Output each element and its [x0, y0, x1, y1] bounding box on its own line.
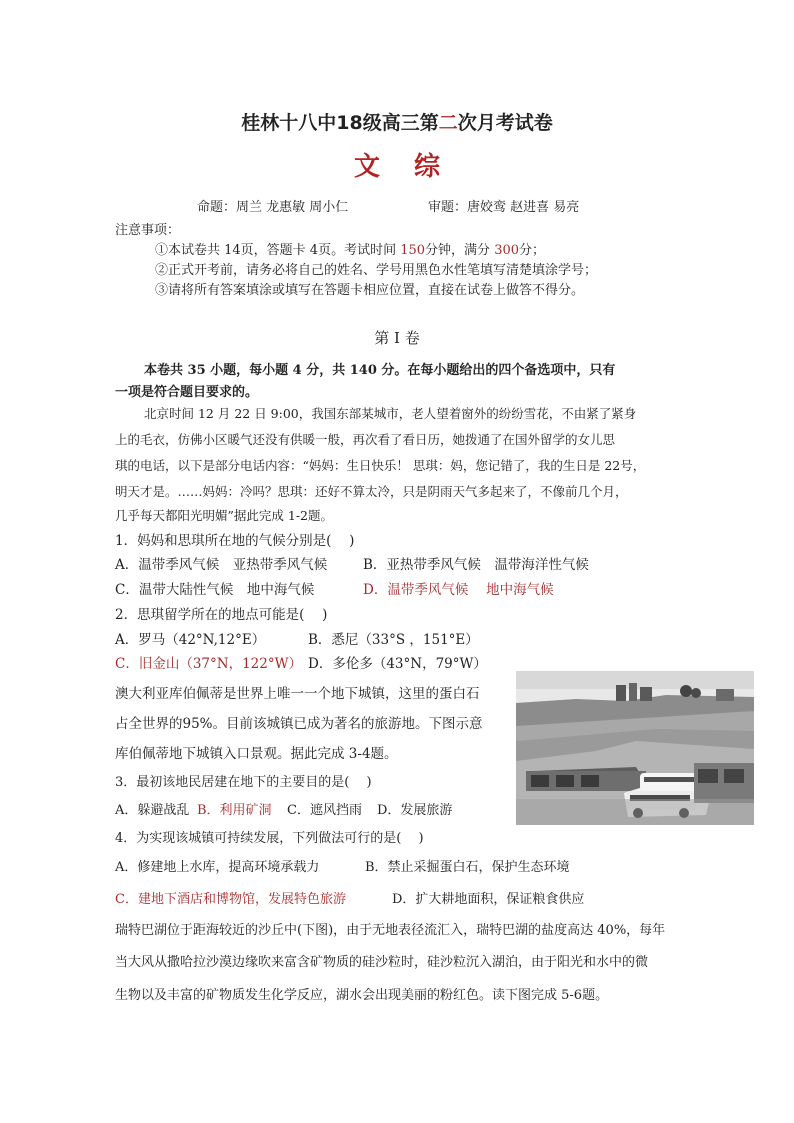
passage3-line-3: 生物以及丰富的矿物质发生化学反应，湖水会出现美丽的粉红色。读下图完成 5-6题。 — [115, 988, 609, 1003]
note-1-text-3: 分； — [519, 243, 546, 258]
question-3-stem: 3．最初该地民居建在地下的主要目的是( ) — [115, 775, 372, 790]
town-entrance-photo — [516, 671, 754, 825]
question-4-option-c: C．建地下酒店和博物馆，发展特色旅游 — [115, 892, 346, 907]
passage1-line-3: 琪的电话，以下是部分电话内容：“妈妈：生日快乐！ 思琪：妈，您记错了，我的生日是 22号， — [115, 458, 646, 473]
passage2-line-1: 澳大利亚库伯佩蒂是世界上唯一一个地下城镇，这里的蛋白石 — [115, 686, 480, 702]
section-intro-line-1: 本卷共 35 小题，每小题 4 分，共 140 分。在每小题给出的四个备选项中，只有 — [144, 363, 616, 378]
town-entrance-photo-graphic — [516, 671, 754, 825]
note-1-text: ①本试卷共 14页，答题卡 4页。考试时间 — [155, 243, 401, 258]
note-1 — [155, 239, 545, 258]
passage1-line-1: 北京时间 12 月 22 日 9:00，我国东部某城市，老人望着窗外的纷纷雪花，不由紧了紧身 — [144, 406, 637, 421]
question-2-option-b: B．悉尼（33°S ，151°E） — [308, 632, 479, 648]
passage1-line-2: 上的毛衣，仿佛小区暖气还没有供暖一般，再次看了看日历，她拨通了在国外留学的女儿思 — [115, 432, 616, 447]
question-setters: 命题：周兰 龙惠敏 周小仁 — [197, 200, 349, 215]
note-1-time: 150 — [400, 243, 426, 258]
question-3-option-c: C．遮风挡雨 — [287, 803, 362, 818]
passage1-line-5: 几乎每天都阳光明媚”据此完成 1-2题。 — [115, 508, 333, 523]
notes-heading: 注意事项： — [115, 223, 181, 238]
section-title: 第 Ⅰ 卷 — [374, 329, 420, 347]
note-1-text-2: 分钟，满分 — [425, 243, 495, 258]
title-suffix: 次月考试卷 — [457, 112, 553, 134]
question-1-option-b: B．亚热带季风气候 温带海洋性气候 — [363, 557, 589, 573]
note-3: ③请将所有答案填涂或填写在答题卡相应位置，直接在试卷上做答不得分。 — [155, 283, 585, 298]
question-3-option-b: B．利用矿洞 — [197, 803, 272, 818]
question-4-option-a: A．修建地上水库，提高环境承载力 — [115, 860, 320, 875]
question-2-option-d: D．多伦多（43°N，79°W） — [308, 656, 487, 672]
question-2-option-c: C．旧金山（37°N，122°W） — [115, 656, 302, 672]
question-3-option-a: A．躲避战乱 — [115, 803, 190, 818]
passage2-line-3: 库伯佩蒂地下城镇入口景观。据此完成 3-4题。 — [115, 746, 398, 762]
note-2: ②正式开考前，请务必将自己的姓名、学号用黑色水性笔填写清楚填涂学号； — [155, 263, 598, 278]
question-1-stem: 1．妈妈和思琪所在地的气候分别是( ) — [115, 533, 355, 549]
question-1-option-d: D．温带季风气候 地中海气候 — [363, 582, 554, 598]
question-1-option-c: C．温带大陆性气候 地中海气候 — [115, 582, 315, 598]
question-2-stem: 2．思琪留学所在的地点可能是( ) — [115, 607, 328, 623]
subject-title: 文综 — [353, 152, 474, 182]
exam-title — [0, 108, 794, 135]
question-3-option-d: D．发展旅游 — [377, 803, 453, 818]
question-2-option-a: A．罗马（42°N,12°E） — [115, 632, 266, 648]
question-reviewers: 审题：唐姣鸾 赵进喜 易亮 — [428, 200, 580, 215]
question-4-option-b: B．禁止采掘蛋白石，保护生态环境 — [365, 860, 570, 875]
passage1-line-4: 明天才是。……妈妈：冷吗？思琪：还好不算太冷，只是阴雨天气多起来了，不像前几个月， — [115, 484, 628, 499]
question-4-stem: 4．为实现该城镇可持续发展，下列做法可行的是( ) — [115, 831, 424, 846]
question-4-option-d: D．扩大耕地面积，保证粮食供应 — [392, 892, 585, 907]
note-1-score: 300 — [494, 243, 520, 258]
title-red-char: 二 — [438, 112, 458, 134]
title-text: 桂林十八中18级高三第 — [241, 112, 439, 134]
passage3-line-2: 当大风从撒哈拉沙漠边缘吹来富含矿物质的硅沙粒时，硅沙粒沉入湖泊，由于阳光和水中的微 — [115, 955, 649, 970]
question-1-option-a: A．温带季风气候 亚热带季风气候 — [115, 557, 328, 573]
section-intro-line-2: 一项是符合题目要求的。 — [115, 385, 259, 400]
passage3-line-1: 瑞特巴湖位于距海较近的沙丘中(下图)，由于无地表径流汇入，瑞特巴湖的盐度高达 40%，每年 — [115, 923, 666, 938]
passage2-line-2: 占全世界的95%。目前该城镇已成为著名的旅游地。下图示意 — [115, 716, 483, 732]
